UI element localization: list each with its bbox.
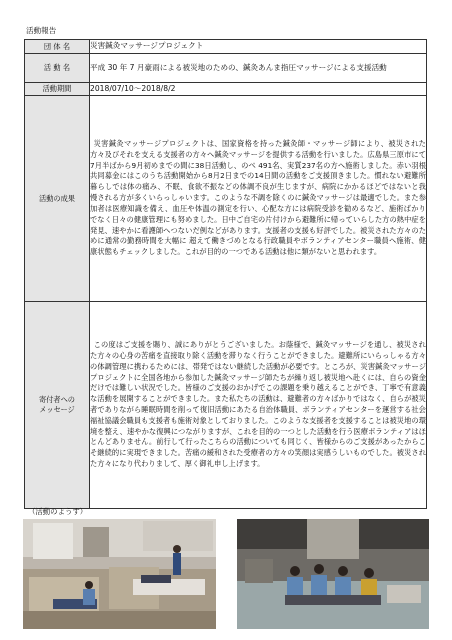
activity-name-label: 活 動 名 <box>25 54 90 83</box>
message-row <box>25 302 427 509</box>
activity-photo-team-group <box>237 519 429 629</box>
activity-photo-treatment-room <box>23 519 216 629</box>
report-title: 活動報告 <box>26 26 57 35</box>
result-row <box>25 96 427 302</box>
period-value: 2018/07/10～2018/8/2 <box>90 83 427 96</box>
period-label: 活動期間 <box>25 83 90 96</box>
result-text-cell <box>90 96 427 302</box>
group-name-value: 災害鍼灸マッサージプロジェクト <box>90 40 427 54</box>
message-label-text: 寄付者への メッセージ <box>39 395 75 414</box>
activity-name-row <box>25 54 427 83</box>
result-label: 活動の成果 <box>25 96 90 302</box>
group-name-label: 団 体 名 <box>25 40 90 54</box>
result-text: 災害鍼灸マッサージプロジェクトは、国家資格を持った鍼灸師・マッサージ師により、被災された方々及びそれを支える支援者の方々へ鍼灸マッサージを提供する活動を行いました。広島県三原市にて7月半ばから9月初めまでの間に38日活動し、のべ 491名、実質237名の方へ施術しました。赤い羽根共同募金にはこのうち活動開始から8月2日までの14日間の活動をご支援頂きました。慣れない避難所暮らしでは体の痛み、不眠、食欲不振などの体調不良が生じますが、病院にかかるほどではないと我慢される方が多くいらっしゃいます。このような不調を除くのに鍼灸マッサージは最適でした。また参加者は医療知識を備え、血圧や体温の測定を行い、心配な方には病院受診を勧めるなど、施術ばかりでなく日々の健康管理にも努めました。日中ご自宅の片付けから避難所に帰っていらした方の熱中症を発見、速やかに看護師へつないだ例などがあります。支援者の支援も好評でした。被災された方々のために通常の勤務時間を大幅に 超えて働きづめとなる行政職員やボランティアセンター職員へ施術、健康状態もチェックしました。これが目的の一つである活動は他に類がないと思われます。 <box>90 139 426 257</box>
activity-name-value: 平成 30 年 7 月豪雨による被災地のための、鍼灸あんま指圧マッサージによる支援活動 <box>90 54 427 83</box>
period-row <box>25 83 427 96</box>
photos-label: （活動のようす） <box>28 507 88 516</box>
message-label <box>25 302 90 509</box>
group-name-row <box>25 40 427 54</box>
message-text: この度はご支援を賜り、誠にありがとうございました。お蔭様で、鍼灸マッサージを通し、被災された方々の心身の苦痛を直接取り除く活動を滞りなく行うことができました。避難所にいらっしゃる方々の体調管理に携わるためには、帯発ではない継続した活動が必要です。ところが、災害鍼灸マッサージプロジェクトに全国各地から参加した鍼灸マッサージ師たちが繰り返し被災地へ赴くには、自らの資金だけでは難しい状況でした。皆様のご支援のおかげでこの課題を乗り越えることができ、丁寧で有意義な活動を展開することができました。また私たちの活動は、避難者の方々ばかりではなく、自らが被災者でありながら睡眠時間を削って復旧活動にあたる自治体職員、ボランティアセンターを運営する社会福祉協議会職員も支援者も施術対象としておりました。このような支援者を支援することは被災地の環境を整え、速やかな復興につながりますが、これを目的の一つとした活動を行う医療ボランティアはほとんどありません。前行して行ったこちらの活動についても同じく、皆様からのご支援があったからこそ継続的に実現できました。苦痛の緩和された受療者の方々の笑顔は実感うしいものでした。被災された方々になり代わりまして、厚く御礼申し上げます。 <box>90 340 426 469</box>
report-table <box>24 39 427 509</box>
message-text-cell <box>90 302 427 509</box>
